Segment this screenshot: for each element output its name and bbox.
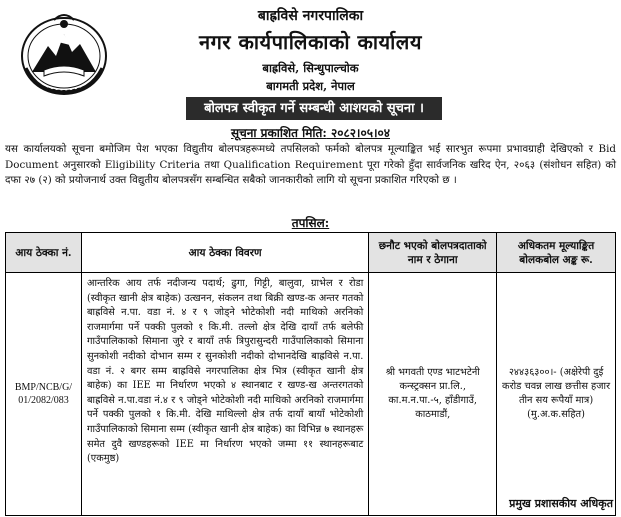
office-address: बाह्रविसे, सिन्धुपाल्चोक <box>262 61 359 75</box>
intro-paragraph: यस कार्यालयको सूचना बमोजिम पेश भएका विद्युतीय बोलपत्रहरूमध्ये तपसिलको फर्मको बोलपत्र मूल्याङ्कित भई सारभुत रूपमा प्रभावग्राही देखिएको र Bid Document अनुसारको Eligibility Criteria तथा Qualification Requirement पूरा गरेको हुँदा सार्वजनिक खरिद ऐन, २०६३ (संशोधन सहित) को दफा २७ (२) को प्रयोजनार्थ उक्त विद्युतीय बोलपत्रसँग सम्बन्धित सबैको जानकारीको लागि यो सूचना प्रकाशित गरिएको छ । <box>5 143 616 186</box>
col-header-bidder: छनौट भएको बोलपत्रदाताको नाम र ठेगाना <box>369 233 497 273</box>
municipality-name: बाह्रविसे नगरपालिका <box>257 8 364 24</box>
publish-date-line <box>0 124 621 141</box>
bidder-cell: श्री भगवती एण्ड भाटभटेनी कन्स्ट्रक्सन प्रा.लि., का.म.न.पा.-५, हाँडीगाउँ, काठमाडौं, <box>369 273 497 516</box>
publish-date-label: सूचना प्रकाशित मिति: <box>231 126 327 140</box>
col-header-description: आय ठेक्का विवरण <box>81 233 368 273</box>
contract-no-cell: BMP/NCB/G/ 01/2082/083 <box>6 273 82 516</box>
col-header-amount: अधिकतम मूल्याङ्कित बोलकबोल अङ्क रू. <box>497 233 616 273</box>
office-name: नगर कार्यपालिकाको कार्यालय <box>199 30 422 54</box>
col-header-contract-no: आय ठेक्का नं. <box>6 233 82 273</box>
table-row <box>6 273 616 516</box>
province-line: बागमती प्रदेश, नेपाल <box>266 79 355 93</box>
table-header-row <box>6 233 616 273</box>
bid-table <box>5 232 616 516</box>
description-cell: आन्तरिक आय तर्फ नदीजन्य पदार्थ; ढुगा, गिट्टी, बालुवा, ग्राभेल र रोडा (स्वीकृत खानी क्षेत्र बाहेक) उत्खनन, संकलन तथा बिक्री खण्ड-क अन्तर गतको बाह्रविसे न.पा. वडा नं. ४ र ९ जोड्ने भोटेकोशी नदी माथिको अरनिको राजमार्गमा पर्ने पक्की पुलको १ कि.मी. तल्लो क्षेत्र देखि दायाँ तर्फ बलेफी गाउँपालिकाको सिमाना जुरे र बायाँ तर्फ त्रिपुरासुन्दरी गाउँपालिकाको सिमाना सुनकोशी नदीको दोभान सम्म र सुनकोशी नदीको दोभानदेखि बाह्रविसे न.पा. वडा नं. २ बगर सम्म बाह्रविसे नगरपालिका क्षेत्र भित्र (स्वीकृत खानी क्षेत्र बाहेक) का IEE मा निर्धारण भएको ४ स्थानबाट र खण्ड-ख अन्तरगतको बाह्रविसे न.पा.वडा नं.४ र ९ जोड्ने भोटेकोशी नदी माथिको अरनिको राजमार्गमा पर्ने पक्की पुलको १ कि.मी. देखि माथिल्लो क्षेत्र तर्फ दायाँ बायाँ भोटेकोशी गाउँपालिकाको सिमाना सम्म (स्वीकृत खानी क्षेत्र बाहेक) का विभिन्न ७ स्थानहरू समेत दुवै खण्डहरूको IEE मा निर्धारण भएको जम्मा ११ स्थानहरूबाट (एकमुष्ठ) <box>81 273 368 516</box>
amount-cell: २४४३६३००।- (अक्षेरेपी दुई करोड चवन्न लाख छत्तीस हजार तीन सय रूपैयाँ मात्र) (मु.अ.क.सहित) <box>497 273 616 516</box>
notice-banner: बोलपत्र स्वीकृत गर्ने सम्बन्धी आशयको सूचना । <box>186 97 442 120</box>
table-title: तपसिल: <box>291 216 330 230</box>
signature-title: प्रमुख प्रशासकीय अधिकृत <box>509 497 613 510</box>
publish-date-value: २०८२।०५।०४ <box>330 126 390 140</box>
